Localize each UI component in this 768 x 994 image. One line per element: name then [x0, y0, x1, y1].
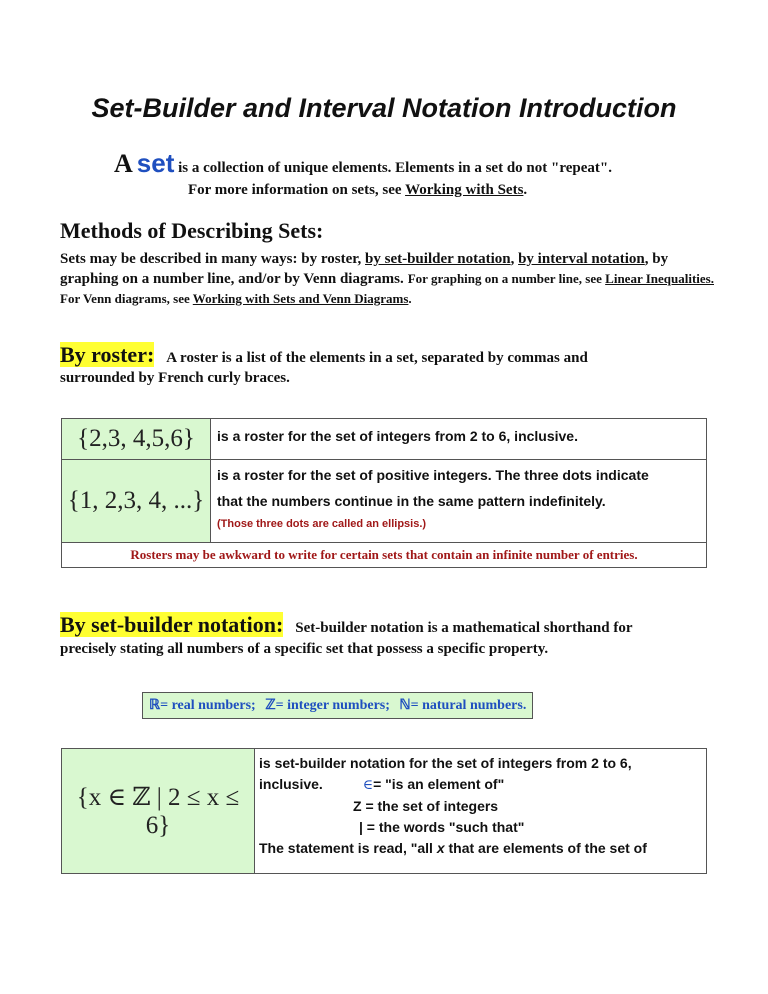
roster-table — [61, 418, 707, 568]
roster-heading: By roster: — [60, 342, 155, 367]
roster-text-2b: that the numbers continue in the same pattern indefinitely. — [217, 493, 606, 509]
intro-more-prefix: For more information on sets, see — [188, 182, 406, 198]
intro-more — [188, 182, 527, 199]
number-sets-box — [142, 692, 533, 719]
methods-heading: Methods of Describing Sets: — [60, 218, 324, 243]
natural-text: = natural numbers. — [410, 698, 527, 713]
methods-small1: For graphing on a number line, see — [407, 271, 606, 286]
roster-math-2: {1, 2,3, 4, ...} — [62, 460, 211, 543]
real-numbers-text: = real numbers; — [160, 698, 256, 713]
link-interval[interactable]: by interval notation — [518, 251, 645, 267]
sb-line5a: The statement is read, "all — [259, 840, 437, 856]
methods-paragraph — [60, 249, 720, 308]
real-numbers-symbol: ℝ — [149, 698, 161, 713]
roster-section — [60, 342, 588, 368]
link-working-with-sets-venn[interactable]: Working with Sets and Venn Diagrams — [192, 291, 409, 306]
methods-small3: . — [408, 291, 412, 306]
intro-more-suffix: . — [523, 182, 528, 198]
roster-math-1: {2,3, 4,5,6} — [62, 419, 211, 460]
setbuilder-section — [60, 612, 633, 638]
methods-p2: , by graphing on a number line, and/or by Venn diagrams. — [60, 251, 669, 287]
table-row — [62, 543, 707, 568]
sb-line2a: inclusive. — [259, 776, 323, 792]
roster-text-2 — [211, 460, 707, 543]
table-row — [62, 419, 707, 460]
intro-text: is a collection of unique elements. Elements in a set do not "repeat". — [174, 160, 612, 176]
sb-line2 — [259, 774, 702, 796]
sb-line2b: = "is an element of" — [373, 776, 505, 792]
integer-text: = integer numbers; — [275, 698, 390, 713]
intro-line — [114, 148, 612, 179]
page-title: Set-Builder and Interval Notation Introduction — [91, 93, 677, 123]
link-set-builder[interactable]: by set-builder notation — [365, 251, 511, 267]
setbuilder-explanation — [255, 749, 707, 874]
sb-line1: is set-builder notation for the set of integers from 2 to 6, — [259, 755, 632, 771]
roster-desc2: surrounded by French curly braces. — [60, 370, 290, 386]
methods-small2: For Venn diagrams, see — [60, 291, 193, 306]
setbuilder-table — [61, 748, 707, 874]
setbuilder-heading: By set-builder notation: — [60, 612, 284, 637]
roster-desc1: A roster is a list of the elements in a set, separated by commas and — [166, 350, 588, 366]
setbuilder-desc2: precisely stating all numbers of a specific set that possess a specific property. — [60, 641, 549, 657]
table-row — [62, 460, 707, 543]
natural-symbol: ℕ — [399, 698, 411, 713]
methods-comma: , — [510, 251, 519, 267]
link-linear-inequalities[interactable]: Linear Inequalities. — [605, 271, 714, 286]
integer-symbol: ℤ — [265, 698, 276, 713]
roster-text-1: is a roster for the set of integers from 2 to 6, inclusive. — [211, 419, 707, 460]
sb-line3: Z = the set of integers — [353, 798, 499, 814]
sb-line5 — [259, 838, 702, 859]
setbuilder-math: {x ∈ ℤ | 2 ≤ x ≤ 6} — [62, 749, 255, 874]
sb-line5x: x — [436, 840, 445, 856]
methods-p1: Sets may be described in many ways: by roster, — [60, 251, 366, 267]
setbuilder-desc1: Set-builder notation is a mathematical shorthand for — [295, 620, 633, 636]
intro-set-word: set — [136, 148, 175, 178]
intro-a: A — [114, 149, 133, 178]
roster-footer: Rosters may be awkward to write for certain sets that contain an infinite number of entries. — [62, 543, 707, 568]
ellipsis-note: (Those three dots are called an ellipsis.) — [217, 518, 427, 530]
link-working-with-sets[interactable]: Working with Sets — [405, 182, 524, 198]
table-row — [62, 749, 707, 874]
sb-line5b: that are elements of the set of — [444, 840, 647, 856]
sb-line4: | = the words "such that" — [359, 819, 525, 835]
element-of-symbol: ∈ — [362, 777, 374, 793]
roster-text-2a: is a roster for the set of positive integers. The three dots indicate — [217, 467, 649, 483]
